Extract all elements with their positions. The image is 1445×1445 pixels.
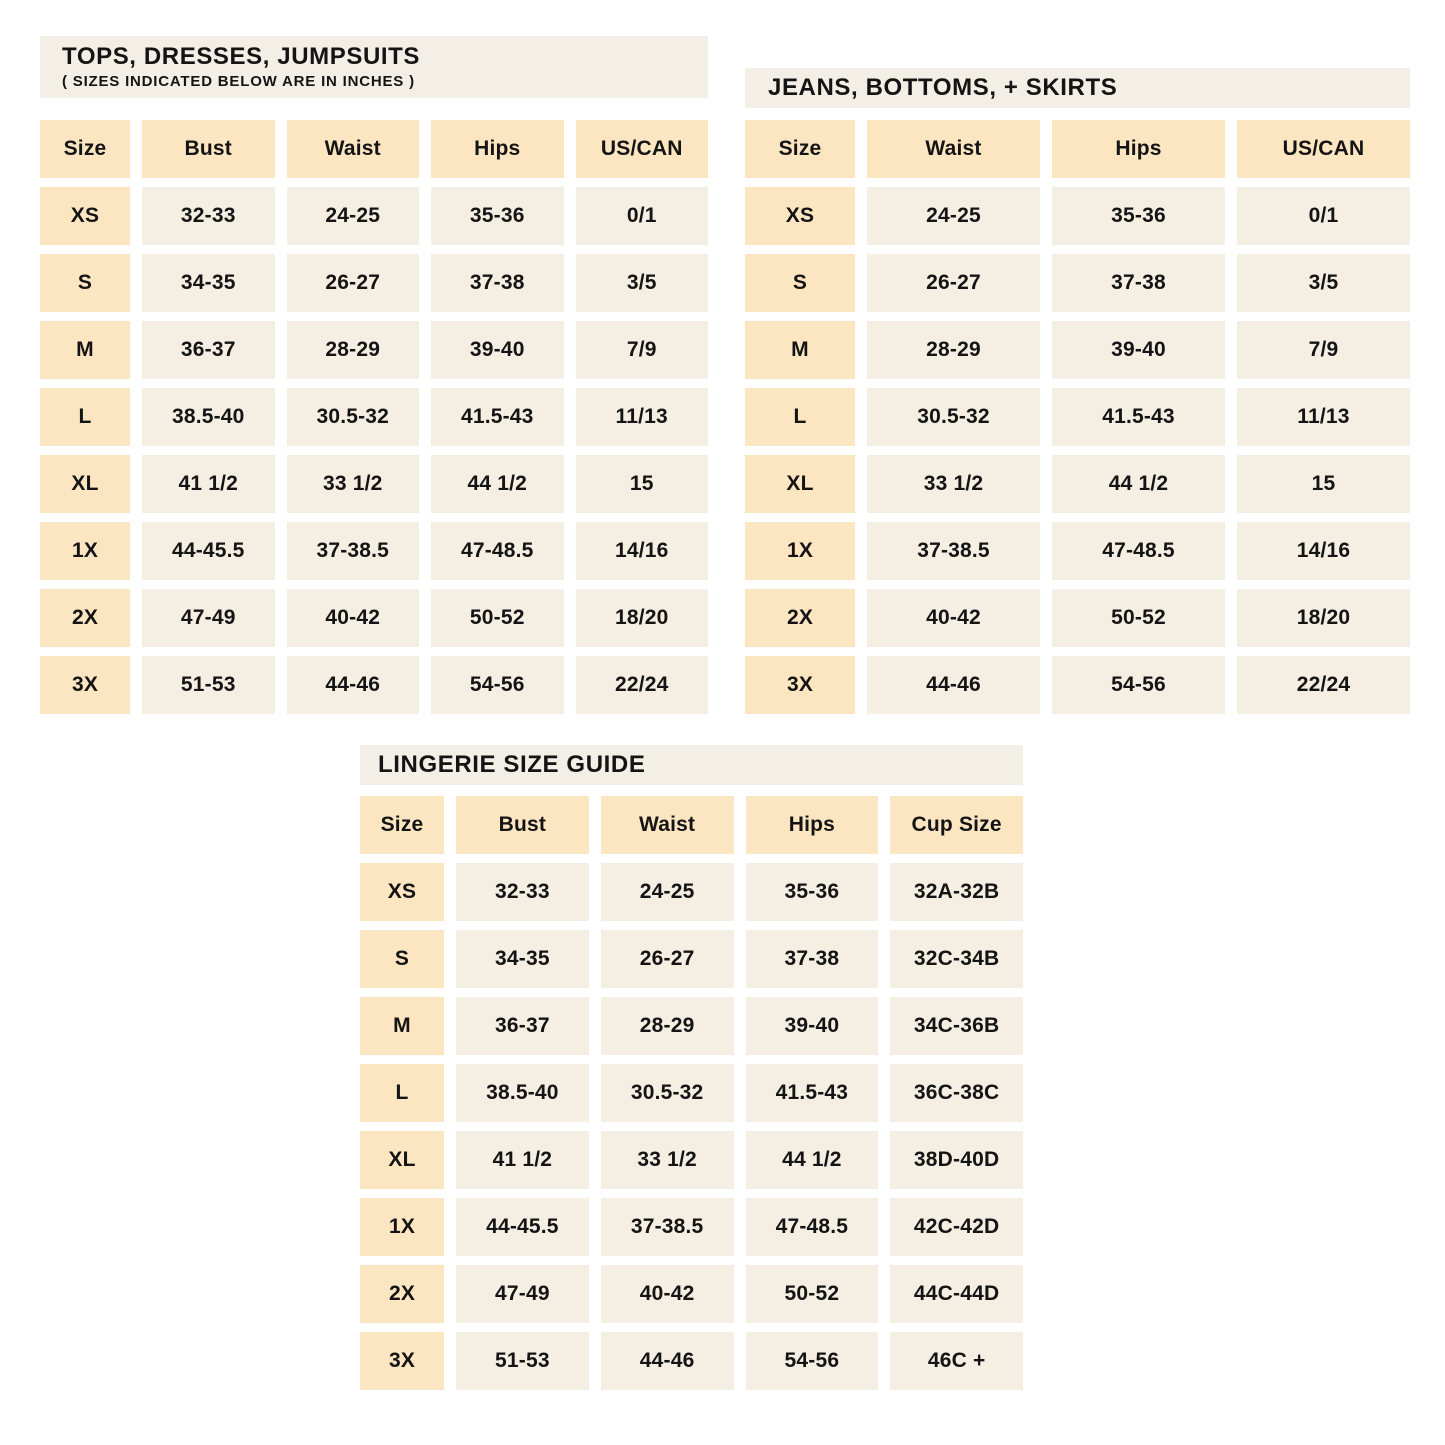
- data-cell: 22/24: [576, 656, 709, 714]
- column-header-waist: Waist: [601, 796, 734, 854]
- data-cell: 0/1: [576, 187, 709, 245]
- column-header-bust: Bust: [142, 120, 275, 178]
- size-cell-s: S: [360, 930, 444, 988]
- size-cell-2x: 2X: [360, 1265, 444, 1323]
- data-cell: 35-36: [1052, 187, 1225, 245]
- data-cell: 34-35: [142, 254, 275, 312]
- data-cell: 18/20: [576, 589, 709, 647]
- data-cell: 7/9: [576, 321, 709, 379]
- size-cell-2x: 2X: [40, 589, 130, 647]
- data-cell: 38D-40D: [890, 1131, 1023, 1189]
- data-cell: 14/16: [1237, 522, 1410, 580]
- size-cell-l: L: [40, 388, 130, 446]
- data-cell: 44 1/2: [746, 1131, 879, 1189]
- size-cell-3x: 3X: [745, 656, 855, 714]
- tops-table-grid: [40, 120, 708, 714]
- size-cell-xl: XL: [360, 1131, 444, 1189]
- column-header-size: Size: [745, 120, 855, 178]
- data-cell: 36C-38C: [890, 1064, 1023, 1122]
- data-cell: 54-56: [1052, 656, 1225, 714]
- data-cell: 44 1/2: [1052, 455, 1225, 513]
- data-cell: 32A-32B: [890, 863, 1023, 921]
- data-cell: 44-46: [601, 1332, 734, 1390]
- data-cell: 39-40: [746, 997, 879, 1055]
- data-cell: 37-38: [1052, 254, 1225, 312]
- data-cell: 0/1: [1237, 187, 1410, 245]
- size-cell-l: L: [745, 388, 855, 446]
- tops-table-title: TOPS, DRESSES, JUMPSUITS: [62, 42, 421, 70]
- size-cell-m: M: [360, 997, 444, 1055]
- data-cell: 42C-42D: [890, 1198, 1023, 1256]
- size-cell-xl: XL: [745, 455, 855, 513]
- data-cell: 37-38.5: [867, 522, 1040, 580]
- size-cell-xs: XS: [745, 187, 855, 245]
- data-cell: 47-48.5: [746, 1198, 879, 1256]
- column-header-bust: Bust: [456, 796, 589, 854]
- data-cell: 36-37: [142, 321, 275, 379]
- size-cell-1x: 1X: [745, 522, 855, 580]
- data-cell: 11/13: [1237, 388, 1410, 446]
- data-cell: 41.5-43: [431, 388, 564, 446]
- size-cell-m: M: [40, 321, 130, 379]
- size-cell-l: L: [360, 1064, 444, 1122]
- data-cell: 26-27: [867, 254, 1040, 312]
- data-cell: 44C-44D: [890, 1265, 1023, 1323]
- data-cell: 37-38.5: [601, 1198, 734, 1256]
- data-cell: 18/20: [1237, 589, 1410, 647]
- data-cell: 3/5: [576, 254, 709, 312]
- data-cell: 44 1/2: [431, 455, 564, 513]
- data-cell: 39-40: [431, 321, 564, 379]
- data-cell: 26-27: [287, 254, 420, 312]
- size-cell-3x: 3X: [40, 656, 130, 714]
- jeans-bottoms-skirts-table: [745, 68, 1410, 714]
- data-cell: 41 1/2: [456, 1131, 589, 1189]
- data-cell: 40-42: [867, 589, 1040, 647]
- data-cell: 37-38: [746, 930, 879, 988]
- data-cell: 24-25: [287, 187, 420, 245]
- data-cell: 11/13: [576, 388, 709, 446]
- data-cell: 32-33: [456, 863, 589, 921]
- data-cell: 50-52: [431, 589, 564, 647]
- data-cell: 33 1/2: [867, 455, 1040, 513]
- data-cell: 32-33: [142, 187, 275, 245]
- column-header-size: Size: [40, 120, 130, 178]
- data-cell: 24-25: [601, 863, 734, 921]
- column-header-us-can: US/CAN: [576, 120, 709, 178]
- data-cell: 37-38: [431, 254, 564, 312]
- lingerie-table-title: LINGERIE SIZE GUIDE: [378, 750, 646, 778]
- column-header-hips: Hips: [1052, 120, 1225, 178]
- column-header-us-can: US/CAN: [1237, 120, 1410, 178]
- data-cell: 30.5-32: [601, 1064, 734, 1122]
- data-cell: 37-38.5: [287, 522, 420, 580]
- data-cell: 47-48.5: [431, 522, 564, 580]
- data-cell: 44-46: [287, 656, 420, 714]
- data-cell: 36-37: [456, 997, 589, 1055]
- tops-table-subtitle: ( SIZES INDICATED BELOW ARE IN INCHES ): [62, 73, 415, 91]
- jeans-table-title: JEANS, BOTTOMS, + SKIRTS: [768, 73, 1118, 101]
- lingerie-table-banner: [360, 745, 1023, 785]
- data-cell: 38.5-40: [142, 388, 275, 446]
- data-cell: 50-52: [746, 1265, 879, 1323]
- data-cell: 34C-36B: [890, 997, 1023, 1055]
- data-cell: 47-49: [456, 1265, 589, 1323]
- column-header-hips: Hips: [431, 120, 564, 178]
- jeans-table-banner: [745, 68, 1410, 108]
- data-cell: 22/24: [1237, 656, 1410, 714]
- size-cell-xl: XL: [40, 455, 130, 513]
- size-cell-3x: 3X: [360, 1332, 444, 1390]
- data-cell: 32C-34B: [890, 930, 1023, 988]
- jeans-table-grid: [745, 120, 1410, 714]
- data-cell: 35-36: [746, 863, 879, 921]
- data-cell: 41.5-43: [1052, 388, 1225, 446]
- data-cell: 14/16: [576, 522, 709, 580]
- data-cell: 40-42: [287, 589, 420, 647]
- column-header-size: Size: [360, 796, 444, 854]
- data-cell: 51-53: [142, 656, 275, 714]
- data-cell: 28-29: [287, 321, 420, 379]
- data-cell: 35-36: [431, 187, 564, 245]
- size-cell-1x: 1X: [360, 1198, 444, 1256]
- data-cell: 44-45.5: [456, 1198, 589, 1256]
- data-cell: 44-46: [867, 656, 1040, 714]
- data-cell: 41 1/2: [142, 455, 275, 513]
- column-header-waist: Waist: [287, 120, 420, 178]
- column-header-hips: Hips: [746, 796, 879, 854]
- data-cell: 47-49: [142, 589, 275, 647]
- data-cell: 46C +: [890, 1332, 1023, 1390]
- tops-dresses-jumpsuits-table: [40, 36, 708, 714]
- data-cell: 33 1/2: [601, 1131, 734, 1189]
- data-cell: 3/5: [1237, 254, 1410, 312]
- size-cell-xs: XS: [360, 863, 444, 921]
- size-cell-s: S: [40, 254, 130, 312]
- data-cell: 51-53: [456, 1332, 589, 1390]
- data-cell: 54-56: [431, 656, 564, 714]
- data-cell: 7/9: [1237, 321, 1410, 379]
- size-cell-xs: XS: [40, 187, 130, 245]
- data-cell: 28-29: [601, 997, 734, 1055]
- lingerie-size-guide-table: [360, 745, 1023, 1390]
- data-cell: 38.5-40: [456, 1064, 589, 1122]
- data-cell: 50-52: [1052, 589, 1225, 647]
- size-cell-s: S: [745, 254, 855, 312]
- size-cell-m: M: [745, 321, 855, 379]
- tops-table-banner: [40, 36, 708, 98]
- data-cell: 15: [576, 455, 709, 513]
- data-cell: 54-56: [746, 1332, 879, 1390]
- lingerie-table-grid: [360, 796, 1023, 1390]
- size-cell-1x: 1X: [40, 522, 130, 580]
- data-cell: 40-42: [601, 1265, 734, 1323]
- data-cell: 44-45.5: [142, 522, 275, 580]
- data-cell: 33 1/2: [287, 455, 420, 513]
- data-cell: 28-29: [867, 321, 1040, 379]
- data-cell: 34-35: [456, 930, 589, 988]
- size-cell-2x: 2X: [745, 589, 855, 647]
- data-cell: 41.5-43: [746, 1064, 879, 1122]
- column-header-waist: Waist: [867, 120, 1040, 178]
- data-cell: 15: [1237, 455, 1410, 513]
- data-cell: 47-48.5: [1052, 522, 1225, 580]
- data-cell: 39-40: [1052, 321, 1225, 379]
- column-header-cup-size: Cup Size: [890, 796, 1023, 854]
- data-cell: 30.5-32: [287, 388, 420, 446]
- data-cell: 26-27: [601, 930, 734, 988]
- data-cell: 24-25: [867, 187, 1040, 245]
- data-cell: 30.5-32: [867, 388, 1040, 446]
